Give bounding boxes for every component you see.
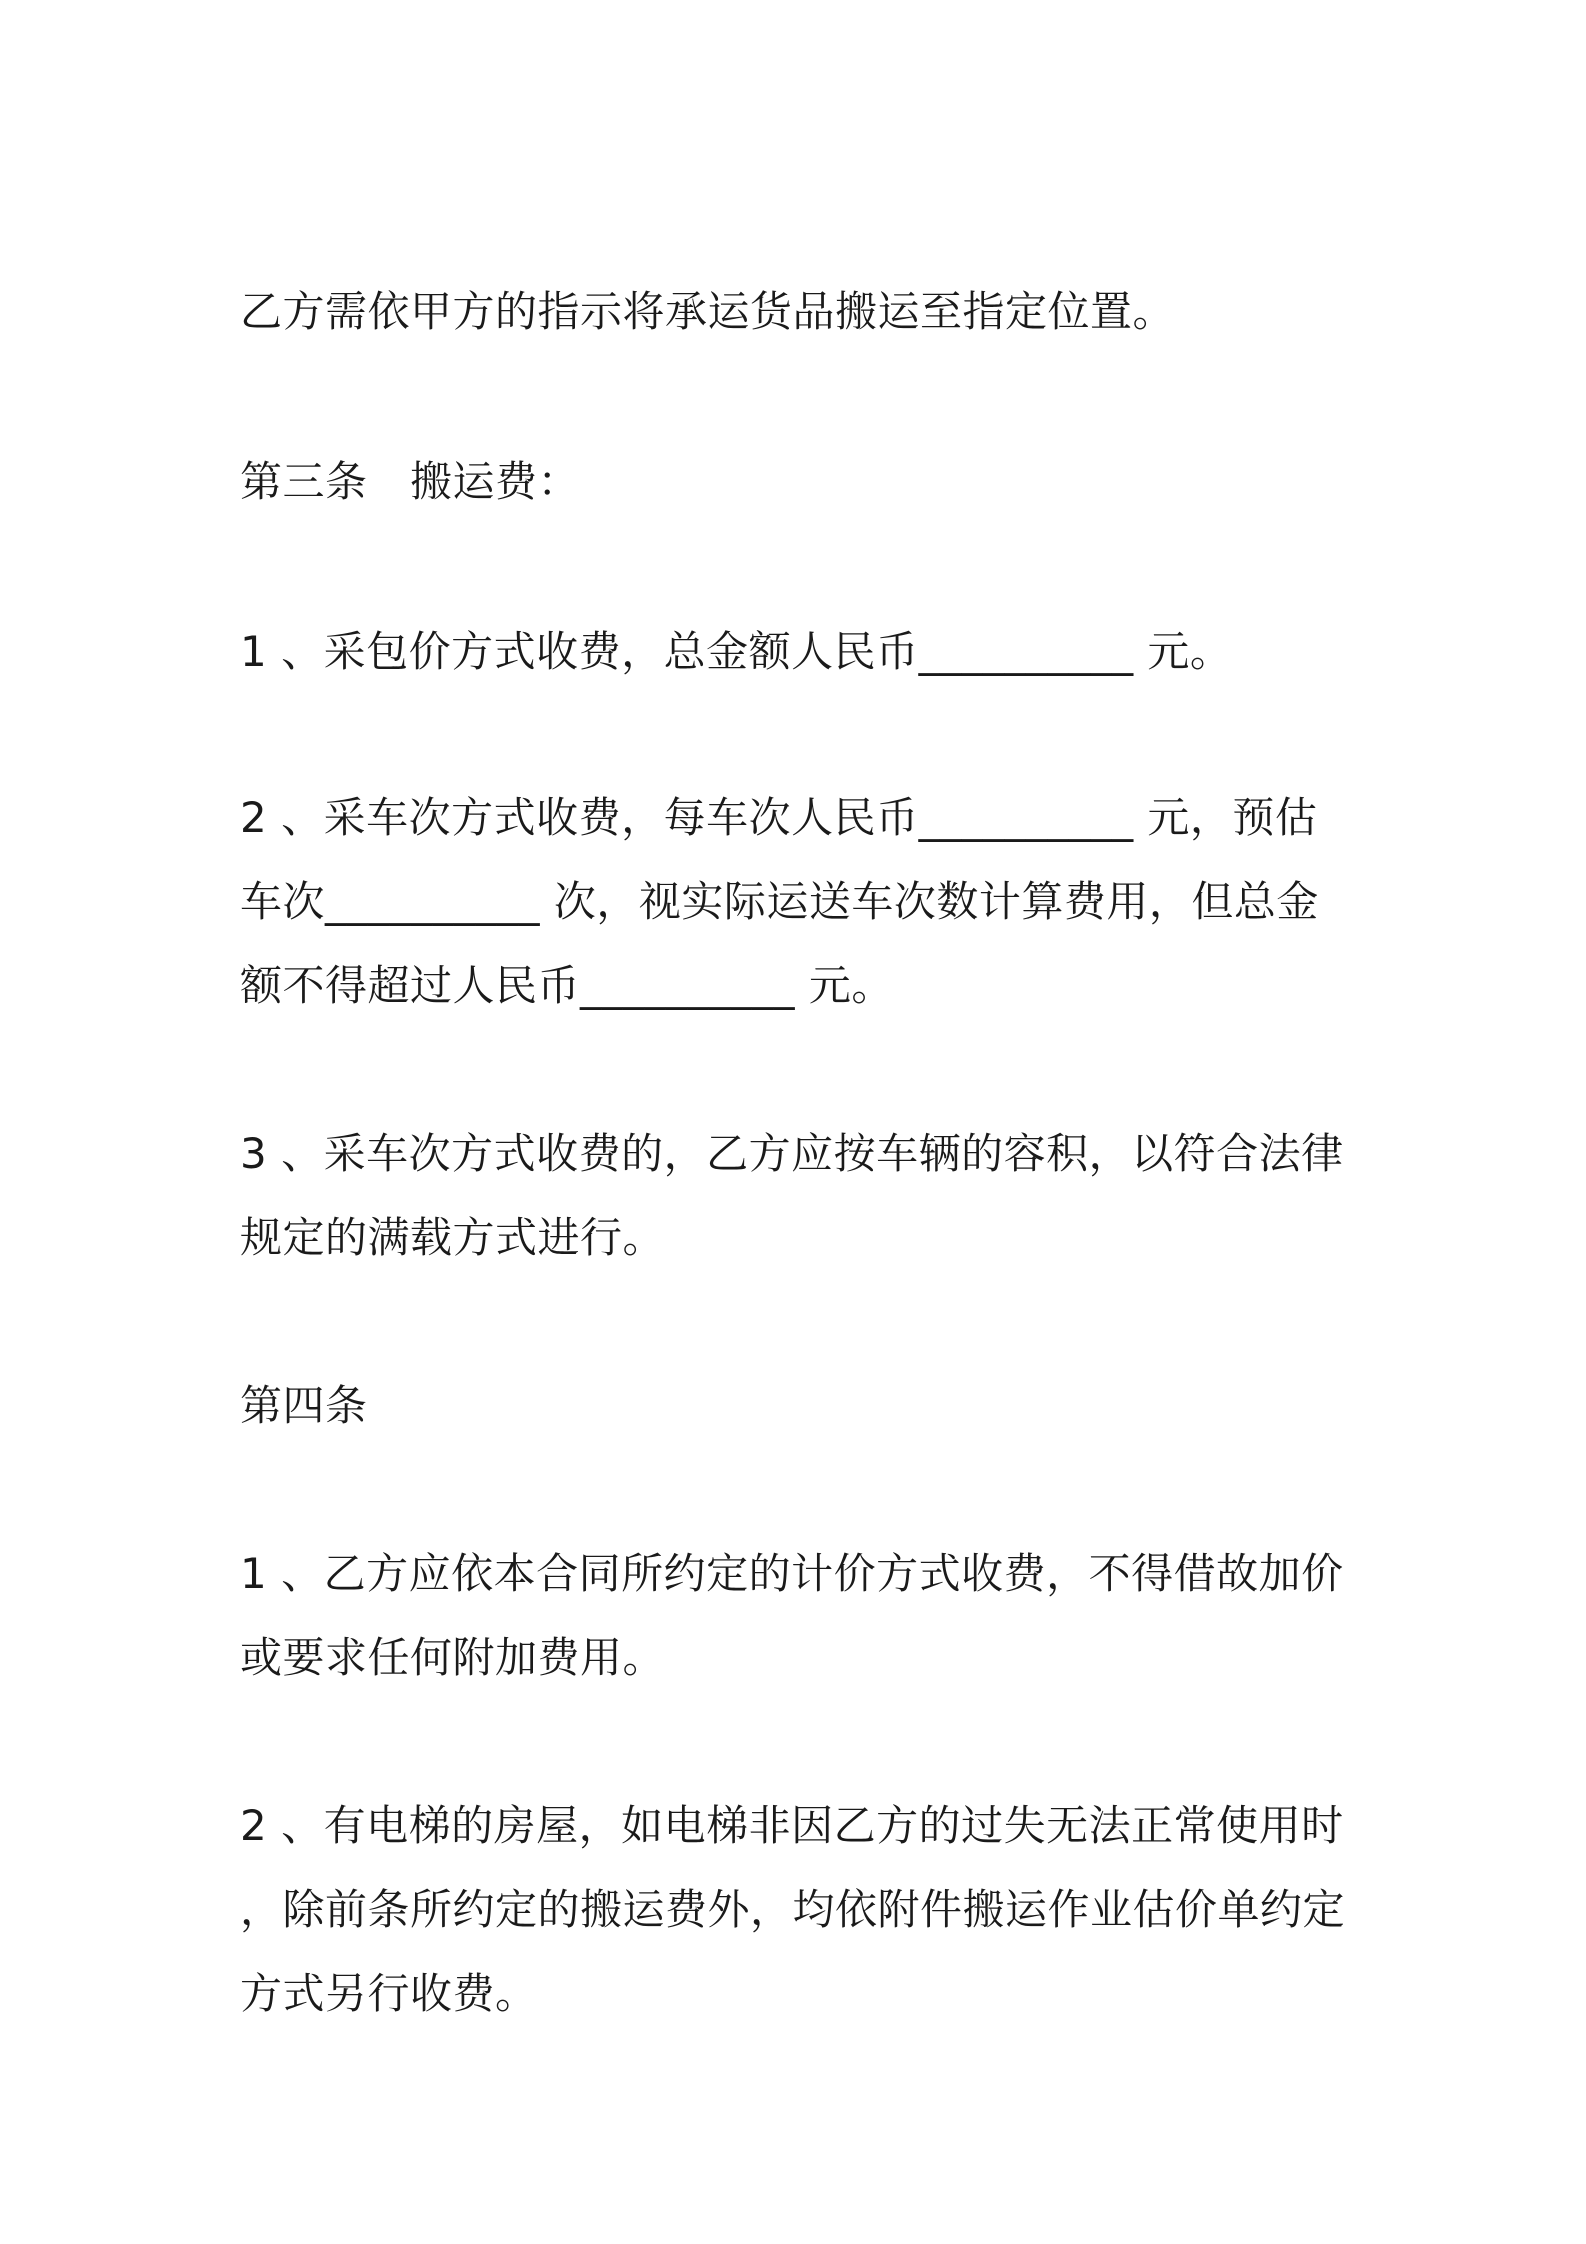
heading-article-3: 第三条 搬运费： xyxy=(240,457,581,506)
article-4-item-1-line-1: 1 、乙方应依本合同所约定的计价方式收费，不得借故加价 xyxy=(240,1549,1344,1598)
article-3-item-2-line-2: 车次__________ 次，视实际运送车次数计算费用，但总金 xyxy=(240,877,1319,926)
article-3-item-1: 1 、采包价方式收费，总金额人民币__________ 元。 xyxy=(240,627,1233,676)
article-4-item-2-line-3: 方式另行收费。 xyxy=(240,1969,538,2018)
article-3-item-2-line-1: 2 、采车次方式收费，每车次人民币__________ 元，预估 xyxy=(240,793,1318,842)
article-4-item-1-line-2: 或要求任何附加费用。 xyxy=(240,1633,666,1682)
heading-article-4: 第四条 xyxy=(240,1381,368,1430)
paragraph-delivery-instruction: 乙方需依甲方的指示将承运货品搬运至指定位置。 xyxy=(240,287,1176,336)
article-4-item-2-line-2: ，除前条所约定的搬运费外，均依附件搬运作业估价单约定 xyxy=(240,1885,1346,1934)
article-3-item-3-line-2: 规定的满载方式进行。 xyxy=(240,1213,666,1262)
article-3-item-3-line-1: 3 、采车次方式收费的，乙方应按车辆的容积，以符合法律 xyxy=(240,1129,1344,1178)
article-3-item-2-line-3: 额不得超过人民币__________ 元。 xyxy=(240,961,894,1010)
article-4-item-2-line-1: 2 、有电梯的房屋，如电梯非因乙方的过失无法正常使用时 xyxy=(240,1801,1344,1850)
